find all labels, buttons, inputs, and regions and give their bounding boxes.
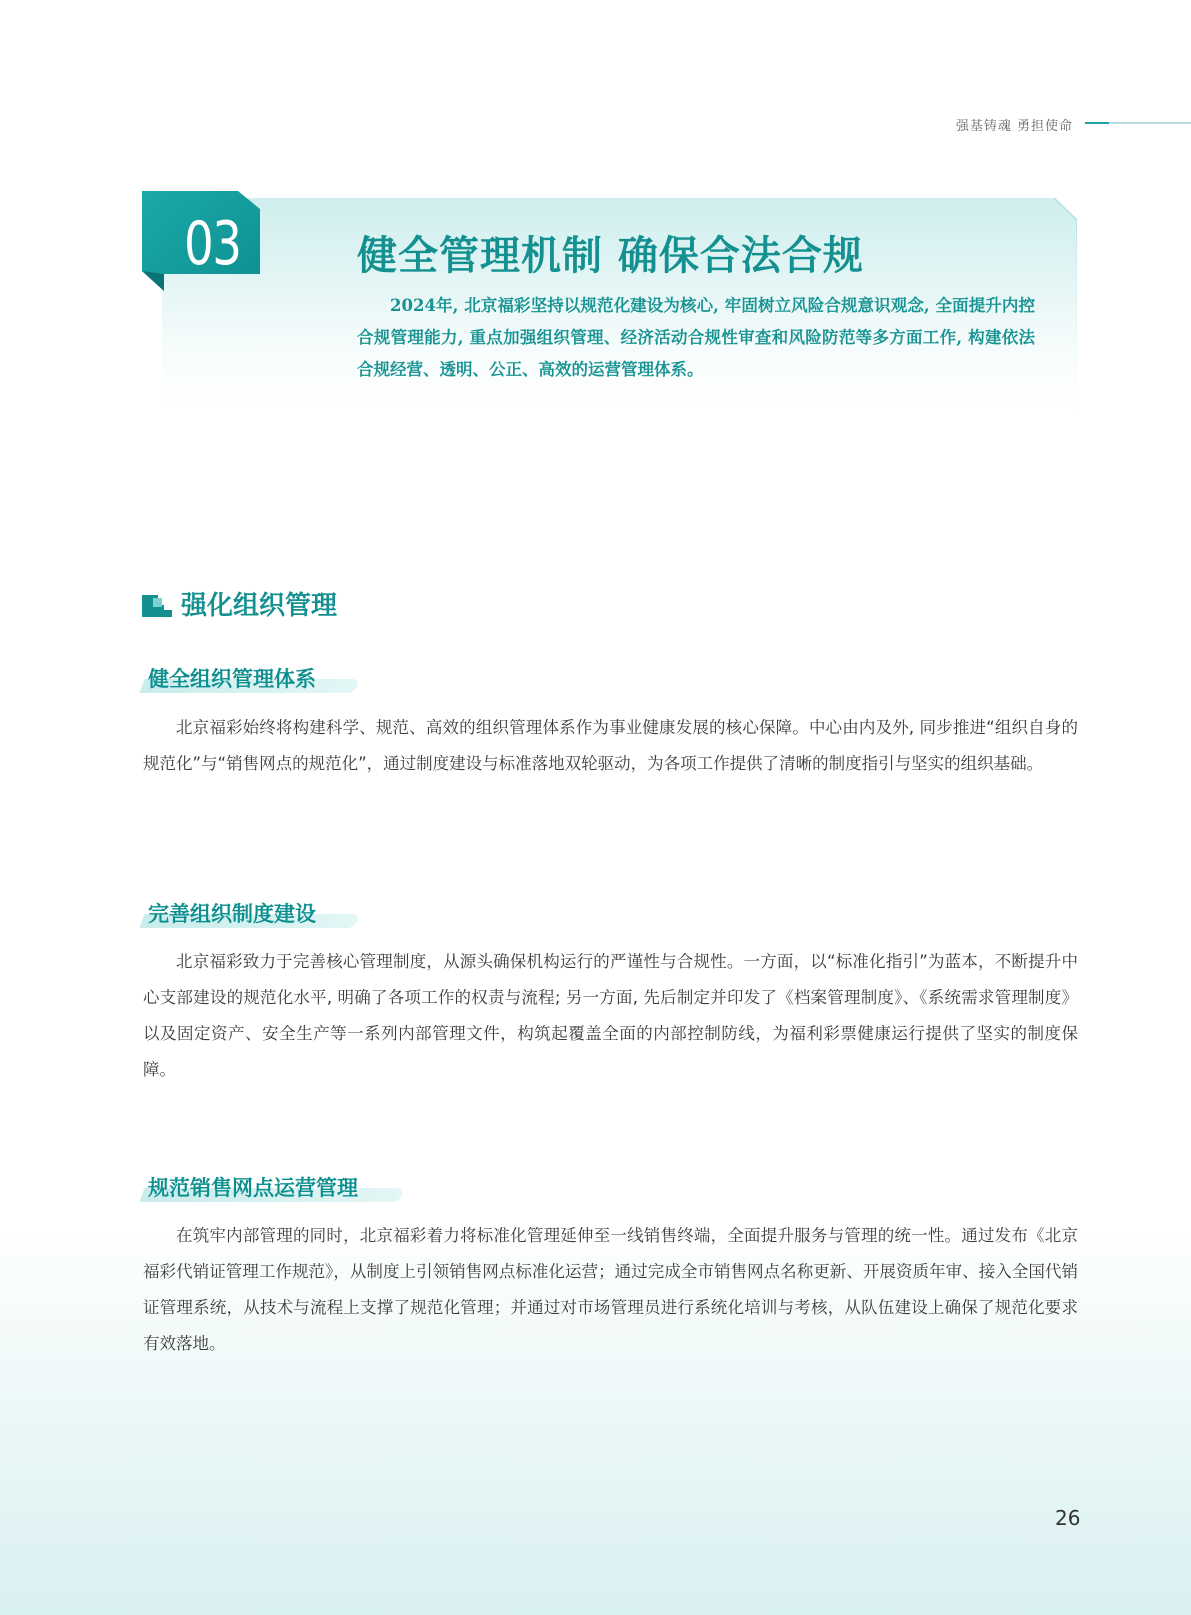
section-title: 强化组织管理 bbox=[181, 591, 338, 621]
subsection-title: 规范销售网点运营管理 bbox=[148, 1176, 358, 1200]
subsection-body: 在筑牢内部管理的同时，北京福彩着力将标准化管理延伸至一线销售终端，全面提升服务与管理的统一性。通过发布《北京福彩代销证管理工作规范》，从制度上引领销售网点标准化运营；通过完成全市销售网点名称更新、开展资质年审、接入全国代销证管理系统，从技术与流程上支撑了规范化管理；并通过对市场管理员进行系统化培训与考核，从队伍建设上确保了规范化要求有效落地。 bbox=[143, 1226, 1078, 1353]
section-heading bbox=[142, 585, 337, 622]
subsection-title: 完善组织制度建设 bbox=[148, 902, 316, 926]
header-tagline: 强基铸魂 勇担使命 bbox=[955, 119, 1073, 134]
subsection-heading bbox=[142, 663, 316, 693]
subsection-title: 健全组织管理体系 bbox=[148, 667, 316, 691]
chapter-title: 健全管理机制 确保合法合规 bbox=[357, 232, 864, 279]
subsection-heading bbox=[142, 898, 316, 928]
subsection-heading bbox=[142, 1172, 358, 1202]
chapter-number: 03 bbox=[184, 209, 241, 279]
header-decorative-line bbox=[1085, 122, 1191, 124]
chapter-intro: 2024年, 北京福彩坚持以规范化建设为核心, 牢固树立风险合规意识观念, 全面提升内控合规管理能力, 重点加强组织管理、经济活动合规性审查和风险防范等多方面工作, 构建依法合规经营、透明、公正、高效的运营管理体系。 bbox=[357, 296, 1035, 379]
page-number: 26 bbox=[1055, 1506, 1081, 1530]
subsection-body: 北京福彩始终将构建科学、规范、高效的组织管理体系作为事业健康发展的核心保障。中心由内及外, 同步推进“组织自身的规范化”与“销售网点的规范化”，通过制度建设与标准落地双轮驱动，为各项工作提供了清晰的制度指引与坚实的组织基础。 bbox=[143, 718, 1078, 773]
section-square-icon bbox=[142, 591, 172, 617]
subsection-body: 北京福彩致力于完善核心管理制度，从源头确保机构运行的严谨性与合规性。一方面，以“标准化指引”为蓝本，不断提升中心支部建设的规范化水平, 明确了各项工作的权责与流程; 另一方面, 先后制定并印发了《档案管理制度》、《系统需求管理制度》以及固定资产、安全生产等一系列内部管理文件，构筑起覆盖全面的内部控制防线，为福利彩票健康运行提供了坚实的制度保障。 bbox=[143, 952, 1078, 1079]
